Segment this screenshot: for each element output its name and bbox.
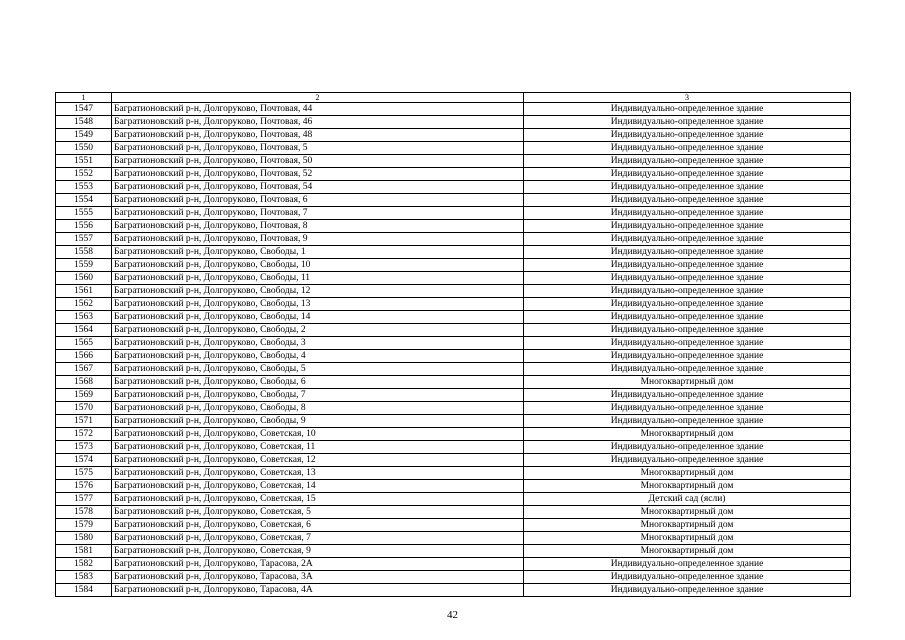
table-row (56, 493, 851, 506)
address-cell: Багратионовский р-н, Долгоруково, Свободы, 5 (112, 363, 524, 376)
address-cell: Багратионовский р-н, Долгоруково, Свободы, 10 (112, 259, 524, 272)
table-row (56, 467, 851, 480)
building-type-cell: Многоквартирный дом (524, 480, 851, 493)
row-number-cell: 1571 (56, 415, 112, 428)
table-row (56, 337, 851, 350)
address-cell: Багратионовский р-н, Долгоруково, Советская, 15 (112, 493, 524, 506)
address-cell: Багратионовский р-н, Долгоруково, Советская, 6 (112, 519, 524, 532)
table-row (56, 584, 851, 597)
row-number-cell: 1581 (56, 545, 112, 558)
building-type-cell: Индивидуально-определенное здание (524, 246, 851, 259)
table-row (56, 376, 851, 389)
address-cell: Багратионовский р-н, Долгоруково, Советская, 5 (112, 506, 524, 519)
row-number-cell: 1580 (56, 532, 112, 545)
building-type-cell: Индивидуально-определенное здание (524, 259, 851, 272)
table-row (56, 285, 851, 298)
building-type-cell: Индивидуально-определенное здание (524, 389, 851, 402)
address-cell: Багратионовский р-н, Долгоруково, Советская, 10 (112, 428, 524, 441)
row-number-cell: 1570 (56, 402, 112, 415)
address-cell: Багратионовский р-н, Долгоруково, Свободы, 13 (112, 298, 524, 311)
row-number-cell: 1569 (56, 389, 112, 402)
row-number-cell: 1555 (56, 207, 112, 220)
building-type-cell: Индивидуально-определенное здание (524, 129, 851, 142)
table-body (56, 103, 851, 597)
building-type-cell: Индивидуально-определенное здание (524, 168, 851, 181)
table-row (56, 272, 851, 285)
building-type-cell: Многоквартирный дом (524, 545, 851, 558)
row-number-cell: 1547 (56, 103, 112, 116)
row-number-cell: 1564 (56, 324, 112, 337)
building-type-cell: Многоквартирный дом (524, 506, 851, 519)
table-row (56, 389, 851, 402)
column-header-1: 1 (56, 93, 112, 103)
address-cell: Багратионовский р-н, Долгоруково, Почтовая, 46 (112, 116, 524, 129)
address-cell: Багратионовский р-н, Долгоруково, Советская, 11 (112, 441, 524, 454)
address-cell: Багратионовский р-н, Долгоруково, Почтовая, 5 (112, 142, 524, 155)
table-header (56, 93, 851, 103)
building-type-cell: Индивидуально-определенное здание (524, 558, 851, 571)
address-cell: Багратионовский р-н, Долгоруково, Почтовая, 9 (112, 233, 524, 246)
address-cell: Багратионовский р-н, Долгоруково, Свободы, 8 (112, 402, 524, 415)
table-row (56, 558, 851, 571)
table-row (56, 311, 851, 324)
row-number-cell: 1557 (56, 233, 112, 246)
building-type-cell: Многоквартирный дом (524, 467, 851, 480)
building-type-cell: Индивидуально-определенное здание (524, 155, 851, 168)
address-cell: Багратионовский р-н, Долгоруково, Тарасова, 3А (112, 571, 524, 584)
address-cell: Багратионовский р-н, Долгоруково, Почтовая, 7 (112, 207, 524, 220)
table-row (56, 545, 851, 558)
row-number-cell: 1579 (56, 519, 112, 532)
row-number-cell: 1577 (56, 493, 112, 506)
table-row (56, 116, 851, 129)
table-row (56, 155, 851, 168)
row-number-cell: 1578 (56, 506, 112, 519)
building-type-cell: Индивидуально-определенное здание (524, 116, 851, 129)
address-cell: Багратионовский р-н, Долгоруково, Советская, 9 (112, 545, 524, 558)
address-cell: Багратионовский р-н, Долгоруково, Почтовая, 44 (112, 103, 524, 116)
row-number-cell: 1566 (56, 350, 112, 363)
address-cell: Багратионовский р-н, Долгоруково, Свободы, 4 (112, 350, 524, 363)
table-row (56, 363, 851, 376)
table-row (56, 194, 851, 207)
table-row (56, 415, 851, 428)
building-type-cell: Индивидуально-определенное здание (524, 233, 851, 246)
header-row (56, 93, 851, 103)
building-type-cell: Индивидуально-определенное здание (524, 311, 851, 324)
row-number-cell: 1576 (56, 480, 112, 493)
address-cell: Багратионовский р-н, Долгоруково, Почтовая, 6 (112, 194, 524, 207)
table-row (56, 480, 851, 493)
table-row (56, 571, 851, 584)
table-row (56, 142, 851, 155)
address-cell: Багратионовский р-н, Долгоруково, Почтовая, 8 (112, 220, 524, 233)
building-type-cell: Индивидуально-определенное здание (524, 181, 851, 194)
table-row (56, 532, 851, 545)
table-row (56, 454, 851, 467)
row-number-cell: 1562 (56, 298, 112, 311)
row-number-cell: 1552 (56, 168, 112, 181)
building-type-cell: Индивидуально-определенное здание (524, 584, 851, 597)
address-cell: Багратионовский р-н, Долгоруково, Свободы, 7 (112, 389, 524, 402)
table-row (56, 181, 851, 194)
row-number-cell: 1575 (56, 467, 112, 480)
row-number-cell: 1565 (56, 337, 112, 350)
building-type-cell: Индивидуально-определенное здание (524, 285, 851, 298)
building-type-cell: Индивидуально-определенное здание (524, 337, 851, 350)
table-row (56, 350, 851, 363)
column-header-3: 3 (524, 93, 851, 103)
row-number-cell: 1558 (56, 246, 112, 259)
row-number-cell: 1548 (56, 116, 112, 129)
row-number-cell: 1572 (56, 428, 112, 441)
table-row (56, 519, 851, 532)
address-cell: Багратионовский р-н, Долгоруково, Тарасова, 4А (112, 584, 524, 597)
address-cell: Багратионовский р-н, Долгоруково, Советская, 13 (112, 467, 524, 480)
building-type-cell: Индивидуально-определенное здание (524, 350, 851, 363)
building-type-cell: Индивидуально-определенное здание (524, 207, 851, 220)
building-type-cell: Индивидуально-определенное здание (524, 142, 851, 155)
address-cell: Багратионовский р-н, Долгоруково, Советская, 14 (112, 480, 524, 493)
address-cell: Багратионовский р-н, Долгоруково, Свободы, 9 (112, 415, 524, 428)
row-number-cell: 1568 (56, 376, 112, 389)
table-row (56, 324, 851, 337)
table-row (56, 207, 851, 220)
table-row (56, 246, 851, 259)
table-row (56, 129, 851, 142)
row-number-cell: 1563 (56, 311, 112, 324)
row-number-cell: 1574 (56, 454, 112, 467)
building-type-cell: Индивидуально-определенное здание (524, 571, 851, 584)
row-number-cell: 1582 (56, 558, 112, 571)
address-cell: Багратионовский р-н, Долгоруково, Почтовая, 48 (112, 129, 524, 142)
address-cell: Багратионовский р-н, Долгоруково, Свободы, 12 (112, 285, 524, 298)
table-row (56, 220, 851, 233)
row-number-cell: 1559 (56, 259, 112, 272)
table-row (56, 298, 851, 311)
row-number-cell: 1556 (56, 220, 112, 233)
building-type-cell: Индивидуально-определенное здание (524, 454, 851, 467)
building-type-cell: Индивидуально-определенное здание (524, 324, 851, 337)
address-cell: Багратионовский р-н, Долгоруково, Свободы, 1 (112, 246, 524, 259)
building-type-cell: Индивидуально-определенное здание (524, 402, 851, 415)
address-cell: Багратионовский р-н, Долгоруково, Почтовая, 54 (112, 181, 524, 194)
address-cell: Багратионовский р-н, Долгоруково, Тарасова, 2А (112, 558, 524, 571)
row-number-cell: 1551 (56, 155, 112, 168)
building-type-cell: Индивидуально-определенное здание (524, 220, 851, 233)
row-number-cell: 1554 (56, 194, 112, 207)
building-type-cell: Многоквартирный дом (524, 428, 851, 441)
address-cell: Багратионовский р-н, Долгоруково, Советская, 12 (112, 454, 524, 467)
building-type-cell: Многоквартирный дом (524, 376, 851, 389)
table-row (56, 168, 851, 181)
table-row (56, 441, 851, 454)
building-type-cell: Индивидуально-определенное здание (524, 415, 851, 428)
address-cell: Багратионовский р-н, Долгоруково, Свободы, 3 (112, 337, 524, 350)
table-row (56, 103, 851, 116)
address-cell: Багратионовский р-н, Долгоруково, Советская, 7 (112, 532, 524, 545)
row-number-cell: 1567 (56, 363, 112, 376)
building-type-cell: Индивидуально-определенное здание (524, 363, 851, 376)
row-number-cell: 1583 (56, 571, 112, 584)
address-cell: Багратионовский р-н, Долгоруково, Свободы, 6 (112, 376, 524, 389)
building-type-cell: Индивидуально-определенное здание (524, 272, 851, 285)
address-cell: Багратионовский р-н, Долгоруково, Почтовая, 52 (112, 168, 524, 181)
column-header-2: 2 (112, 93, 524, 103)
building-type-cell: Детский сад (ясли) (524, 493, 851, 506)
table-row (56, 233, 851, 246)
row-number-cell: 1549 (56, 129, 112, 142)
table-row (56, 506, 851, 519)
row-number-cell: 1573 (56, 441, 112, 454)
building-type-cell: Индивидуально-определенное здание (524, 103, 851, 116)
building-type-cell: Индивидуально-определенное здание (524, 441, 851, 454)
address-cell: Багратионовский р-н, Долгоруково, Почтовая, 50 (112, 155, 524, 168)
table-row (56, 402, 851, 415)
address-cell: Багратионовский р-н, Долгоруково, Свободы, 14 (112, 311, 524, 324)
buildings-table (55, 92, 851, 597)
row-number-cell: 1584 (56, 584, 112, 597)
building-type-cell: Многоквартирный дом (524, 532, 851, 545)
table-row (56, 428, 851, 441)
row-number-cell: 1553 (56, 181, 112, 194)
table-row (56, 259, 851, 272)
building-type-cell: Индивидуально-определенное здание (524, 194, 851, 207)
page-number: 42 (447, 609, 458, 621)
address-cell: Багратионовский р-н, Долгоруково, Свободы, 11 (112, 272, 524, 285)
row-number-cell: 1560 (56, 272, 112, 285)
building-type-cell: Индивидуально-определенное здание (524, 298, 851, 311)
address-cell: Багратионовский р-н, Долгоруково, Свободы, 2 (112, 324, 524, 337)
row-number-cell: 1550 (56, 142, 112, 155)
row-number-cell: 1561 (56, 285, 112, 298)
building-type-cell: Многоквартирный дом (524, 519, 851, 532)
